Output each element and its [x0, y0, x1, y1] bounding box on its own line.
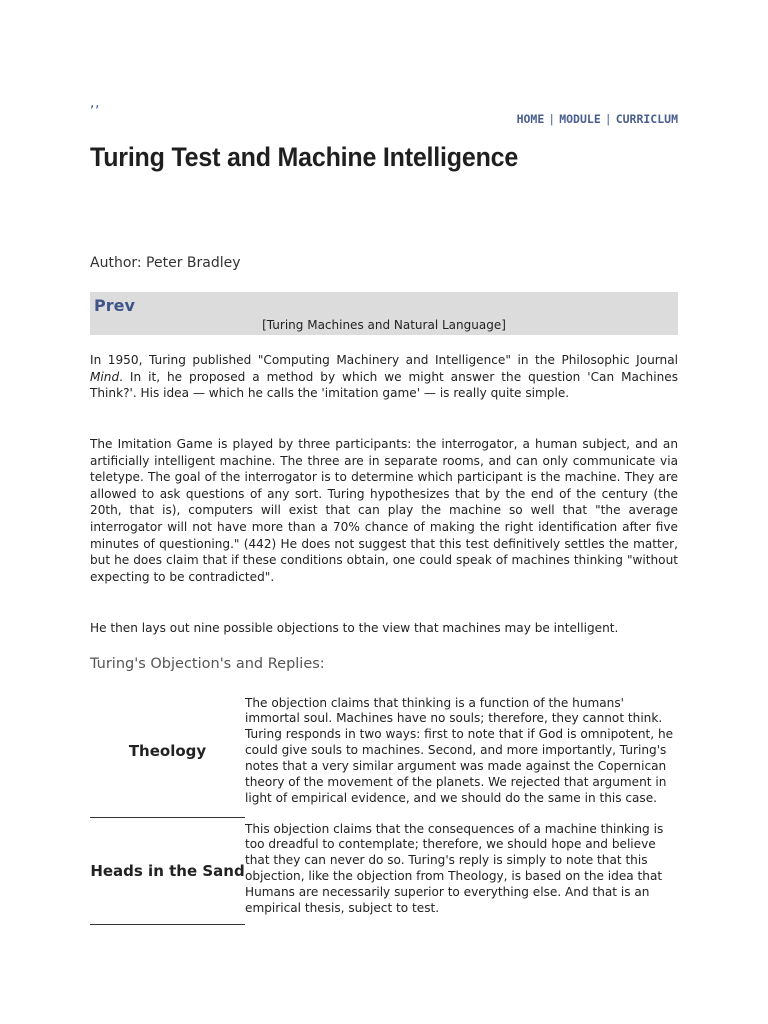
intro-paragraph — [90, 352, 678, 402]
objections-intro-paragraph: He then lays out nine possible objections to the view that machines may be intelligent. — [90, 621, 619, 635]
author-line: Author: Peter Bradley — [90, 255, 241, 271]
intro-text-start: In 1950, Turing published "Computing Machinery and Intelligence" in the Philosophic Journal — [90, 353, 678, 367]
intro-text-end: . In it, he proposed a method by which we might answer the question 'Can Machines Think?'. His idea — which he calls the 'imitation game' — is really quite simple. — [90, 369, 678, 401]
prev-navigation-box — [90, 292, 678, 335]
objection-name: Theology — [90, 684, 245, 818]
objection-name: Heads in the Sand — [90, 818, 245, 925]
objections-table — [90, 684, 678, 925]
table-row — [90, 818, 678, 925]
nav-separator: | — [548, 112, 556, 126]
top-navigation — [517, 112, 678, 126]
imitation-game-paragraph: The Imitation Game is played by three participants: the interrogator, a human subject, and an artificially intelligent machine. The three are in separate rooms, and can only communicate via teletype. The goal of the interrogator is to determine which participant is the machine. They are allowed to ask questions of any sort. Turing hypothesizes that by the end of the century (the 20th, that is), computers will exist that can play the machine so well that "the average interrogator will not have more than a 70% chance of making the right identification after five minutes of questioning." (442) He does not suggest that this test definitively settles the matter, but he does claim that if these conditions obtain, one could speak of machines thinking "without expecting to be contradicted". — [90, 437, 678, 584]
page-title: Turing Test and Machine Intelligence — [90, 142, 519, 173]
objections-heading: Turing's Objection's and Replies: — [90, 656, 325, 672]
nav-separator: | — [604, 112, 612, 126]
prev-page-title: [Turing Machines and Natural Language] — [262, 318, 506, 332]
nav-curriculum-link[interactable]: CURRICLUM — [615, 112, 678, 126]
journal-name: Mind — [90, 369, 120, 384]
nav-module-link[interactable]: MODULE — [559, 112, 601, 126]
header-quote-mark: ‚‚ — [90, 96, 101, 111]
nav-home-link[interactable]: HOME — [516, 112, 545, 126]
objection-reply: This objection claims that the consequences of a machine thinking is too dreadful to contemplate; therefore, we should hope and believe that they can never do so. Turing's reply is simply to note that this objection, like the objection from Theology, is based on the idea that Humans are necessarily superior to everything else. And that is an empirical thesis, subject to test. — [245, 821, 664, 916]
prev-link[interactable]: Prev — [94, 296, 135, 315]
objection-reply: The objection claims that thinking is a function of the humans' immortal soul. Machines have no souls; therefore, they cannot think. Turing responds in two ways: first to note that if God is omnipotent, he could give souls to machines. Second, and more importantly, Turing's notes that a very similar argument was made against the Copernican theory of the movement of the planets. We rejected that argument in light of empirical evidence, and we should do the same in this case. — [245, 695, 674, 806]
table-row — [90, 684, 678, 818]
